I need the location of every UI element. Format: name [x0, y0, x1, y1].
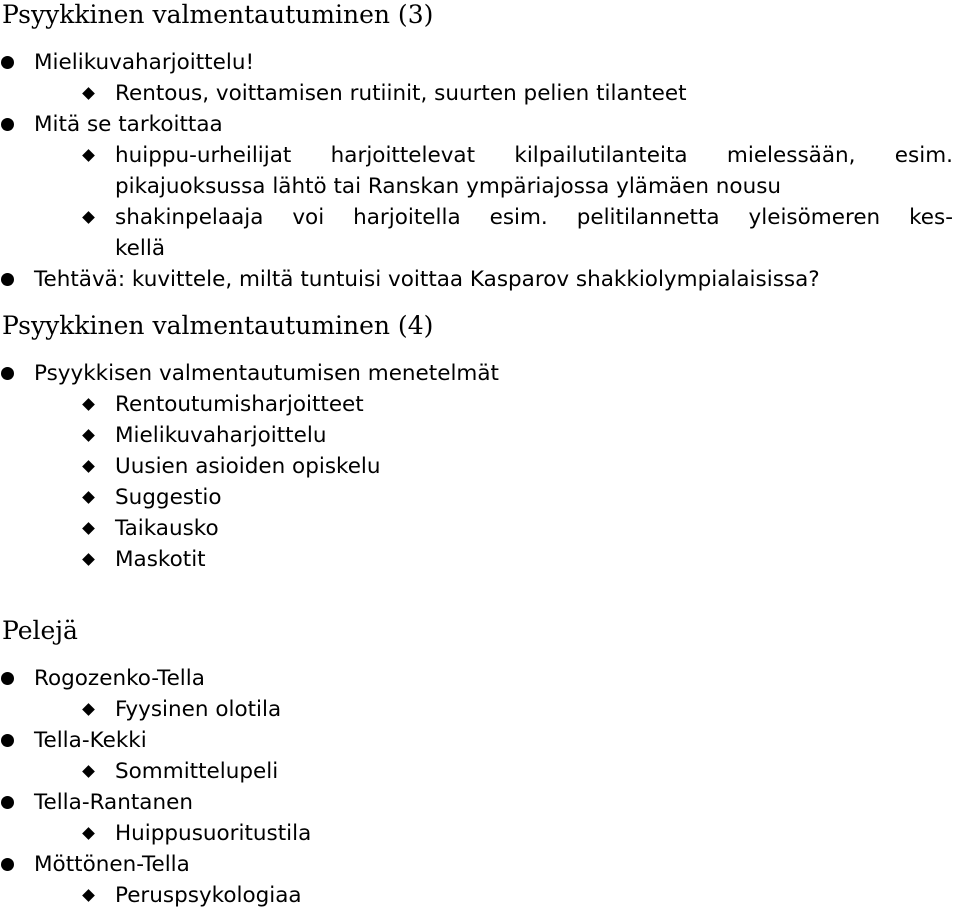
sub-list-item — [115, 544, 206, 575]
list-item-text: Mielikuvaharjoittelu — [115, 423, 327, 448]
round-bullet-icon — [1, 858, 14, 871]
sub-list-item — [115, 513, 219, 544]
list-item-text: Mitä se tarkoittaa — [34, 112, 223, 137]
list-item-text: Tella-Rantanen — [34, 790, 193, 815]
list-item-text: Tella-Kekki — [34, 728, 147, 753]
diamond-bullet-icon — [82, 553, 95, 566]
list-item-text: Tehtävä: kuvittele, miltä tuntuisi voittaa Kasparov shakkiolympialaisissa? — [34, 267, 820, 292]
list-item — [34, 358, 499, 389]
list-item — [34, 725, 147, 756]
list-item-text: Huippusuoritustila — [115, 821, 312, 846]
round-bullet-icon — [1, 367, 14, 380]
round-bullet-icon — [1, 734, 14, 747]
diamond-bullet-icon — [82, 889, 95, 902]
sub-list-item — [115, 140, 953, 171]
diamond-bullet-icon — [82, 87, 95, 100]
list-item-text: shakinpelaaja voi harjoitella esim. pelitilannetta yleisömeren kes- — [115, 205, 953, 230]
sub-list-item — [115, 451, 381, 482]
list-item-text: Taikausko — [115, 516, 219, 541]
section-heading: Pelejä — [2, 616, 78, 645]
sub-list-item — [115, 694, 281, 725]
list-item-text: Möttönen-Tella — [34, 852, 190, 877]
diamond-bullet-icon — [82, 491, 95, 504]
list-item-text: Fyysinen olotila — [115, 697, 282, 722]
sub-list-item — [115, 880, 302, 911]
sub-list-item-continuation — [115, 171, 781, 202]
list-item — [34, 264, 820, 295]
list-item-text: Psyykkisen valmentautumisen menetelmät — [34, 361, 499, 386]
list-item-text: Peruspsykologiaa — [115, 883, 302, 908]
list-item — [34, 849, 190, 880]
diamond-bullet-icon — [82, 211, 95, 224]
list-item-text: kellä — [115, 236, 166, 261]
diamond-bullet-icon — [82, 765, 95, 778]
sub-list-item — [115, 389, 364, 420]
round-bullet-icon — [1, 56, 14, 69]
diamond-bullet-icon — [82, 149, 95, 162]
round-bullet-icon — [1, 273, 14, 286]
diamond-bullet-icon — [82, 522, 95, 535]
list-item-text: Rentous, voittamisen rutiinit, suurten pelien tilanteet — [115, 81, 687, 106]
section-heading: Psyykkinen valmentautuminen (4) — [2, 311, 434, 340]
diamond-bullet-icon — [82, 827, 95, 840]
list-item-text: Rentoutumisharjoitteet — [115, 392, 364, 417]
diamond-bullet-icon — [82, 703, 95, 716]
list-item — [34, 47, 254, 78]
diamond-bullet-icon — [82, 460, 95, 473]
list-item-text: Mielikuvaharjoittelu! — [34, 50, 255, 75]
list-item-text: Sommittelupeli — [115, 759, 279, 784]
sub-list-item — [115, 482, 222, 513]
sub-list-item — [115, 756, 278, 787]
sub-list-item-continuation — [115, 233, 165, 264]
sub-list-item — [115, 818, 311, 849]
list-item-text: Uusien asioiden opiskelu — [115, 454, 381, 479]
list-item — [34, 663, 205, 694]
round-bullet-icon — [1, 796, 14, 809]
sub-list-item — [115, 420, 326, 451]
list-item-text: huippu-urheilijat harjoittelevat kilpailutilanteita mielessään, esim. — [115, 143, 953, 168]
sub-list-item — [115, 78, 687, 109]
round-bullet-icon — [1, 672, 14, 685]
sub-list-item — [115, 202, 953, 233]
round-bullet-icon — [1, 118, 14, 131]
list-item-text: Maskotit — [115, 547, 206, 572]
list-item — [34, 787, 193, 818]
list-item — [34, 109, 223, 140]
list-item-text: Rogozenko-Tella — [34, 666, 205, 691]
list-item-text: Suggestio — [115, 485, 222, 510]
list-item-text: pikajuoksussa lähtö tai Ranskan ympäriajossa ylämäen nousu — [115, 174, 782, 199]
diamond-bullet-icon — [82, 429, 95, 442]
section-heading: Psyykkinen valmentautuminen (3) — [2, 0, 434, 29]
diamond-bullet-icon — [82, 398, 95, 411]
